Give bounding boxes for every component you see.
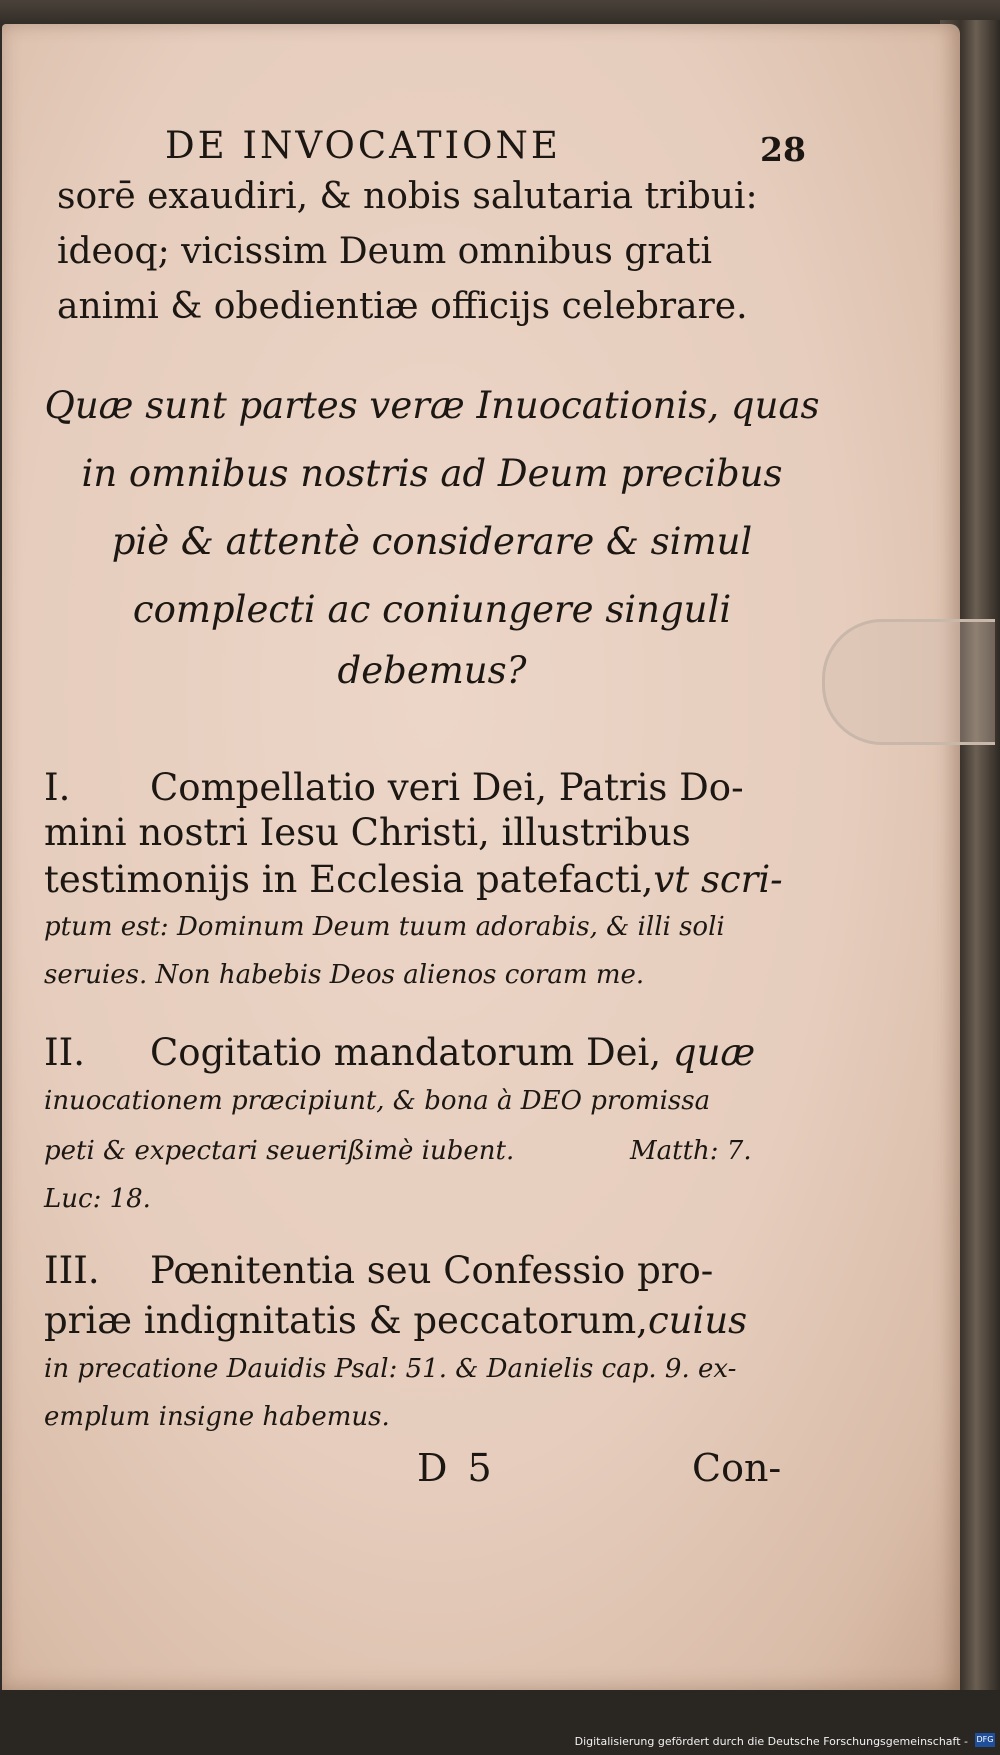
section-1-line-3-italic: vt scri- (653, 858, 783, 901)
opening-line-2: ideoq; vicissim Deum omnibus grati (57, 231, 713, 272)
section-1-line-4: ptum est: Dominum Deum tuum adorabis, & illi soli (44, 912, 725, 942)
section-1-line-3 (44, 858, 783, 901)
opening-line-3: animi & obedientiæ officijs celebrare. (57, 286, 748, 327)
section-1-line-5: seruies. Non habebis Deos alienos coram me. (44, 960, 645, 990)
question-line-1: Quæ sunt partes veræ Inuocationis, quas (44, 384, 820, 427)
funding-credit: Digitalisierung gefördert durch die Deutsche Forschungsgemeinschaft - (574, 1735, 968, 1748)
section-2-numeral: II. (44, 1031, 85, 1074)
section-3-line-2-italic: cuius (647, 1299, 748, 1342)
section-1-numeral: I. (44, 766, 71, 809)
signature-mark: D 5 (417, 1446, 496, 1490)
section-2-line-1 (150, 1031, 755, 1074)
section-1-line-3-roman: testimonijs in Ecclesia patefacti, (44, 858, 654, 901)
dfg-logo-icon: DFG (975, 1733, 995, 1747)
question-line-3: piè & attentè considerare & simul (111, 520, 753, 563)
section-2-line-3: peti & expectari seuerißimè iubent. (44, 1136, 515, 1166)
section-2-line-1-roman: Cogitatio mandatorum Dei, (150, 1031, 662, 1074)
section-3-line-1: Pœnitentia seu Confessio pro- (150, 1249, 714, 1292)
question-line-4: complecti ac coniungere singuli (132, 588, 732, 631)
section-3-numeral: III. (44, 1249, 100, 1292)
section-3-line-2-roman: priæ indignitatis & peccatorum, (44, 1299, 648, 1342)
section-2-reference: Matth: 7. (630, 1136, 752, 1166)
section-1-line-1: Compellatio veri Dei, Patris Do- (150, 766, 744, 809)
page-number: 28 (760, 130, 806, 169)
section-3-line-2 (44, 1299, 747, 1342)
running-header: DE INVOCATIONE (165, 124, 561, 167)
section-3-line-3: in precatione Dauidis Psal: 51. & Danielis cap. 9. ex- (44, 1354, 737, 1384)
section-2-line-4: Luc: 18. (44, 1184, 151, 1214)
catchword: Con- (692, 1446, 782, 1490)
section-2-line-1-italic: quæ (672, 1031, 756, 1074)
question-line-5: debemus? (337, 649, 527, 692)
section-2-line-2: inuocationem præcipiunt, & bona à DEO promissa (44, 1086, 711, 1116)
opening-line-1: sorē exaudiri, & nobis salutaria tribui: (57, 176, 758, 217)
book-page (2, 24, 960, 1696)
question-line-2: in omnibus nostris ad Deum precibus (81, 452, 783, 495)
section-3-line-4: emplum insigne habemus. (44, 1402, 390, 1432)
section-1-line-2: mini nostri Iesu Christi, illustribus (44, 811, 691, 854)
